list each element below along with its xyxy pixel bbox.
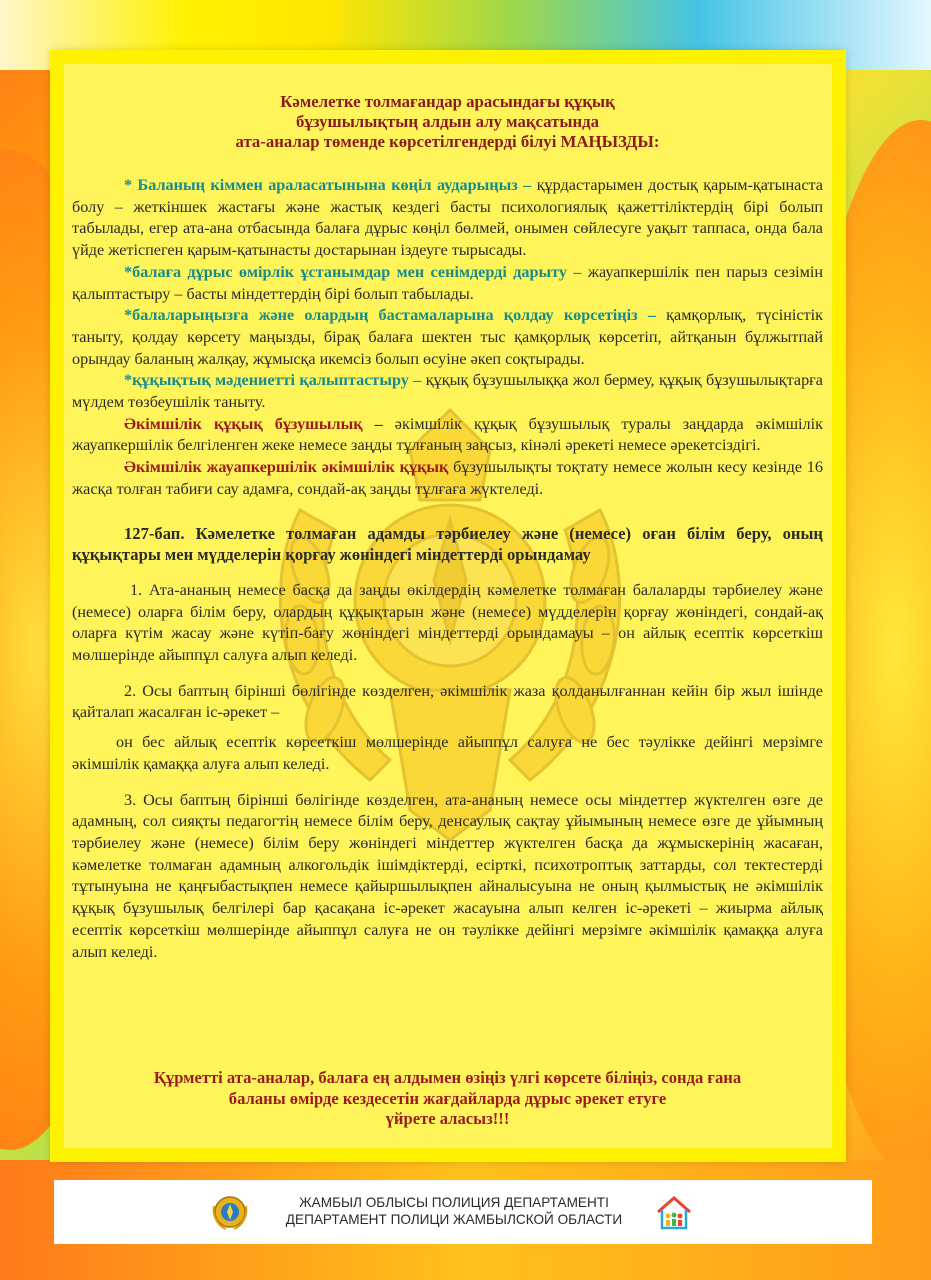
title-line-2: бұзушылықтың алдын алу мақсатында (295, 112, 600, 131)
definition-item (72, 457, 823, 500)
definition-keyword: Әкімшілік жауапкершілік әкімшілік құқық (124, 458, 449, 477)
closing-line-2: баланы өмірде кездесетін жағдайларда дұрыс әрекет етуге (228, 1088, 667, 1108)
article-paragraph-3: 3. Осы баптың бірінші бөлігінде көзделген, ата-ананың немесе осы міндеттер жүктелген өзге де адамның, сол сияқты педагогтің немесе білім беру, денсаулық сақтау ұйымының немесе өзге де ұйымның тәрбиелеу және (немесе) білім беру жөніндегі міндеттер жүктелген басқа да жұмыскерінің жасаған, кәмелетке толмаған адамның алкогольдік ішімдіктерді, есірткі, психотроптық заттарды, сол тектестерді тұтынуына не қаңғыбастықпен немесе қайыршылықпен айналысуына не оның қылмыстық не әкімшілік құқық бұзушылық белгілері бар қасақана іс-әрекет жасауына алып келген іс-әрекеті – жиырма айлық есептік көрсеткіш мөлшерінде айыппұл салуға не он тәулікке дейінгі мерзімге әкімшілік қамаққа алуға алып келеді. (72, 790, 823, 961)
title-line-3: ата-аналар төменде көрсетілгендерді білуі МАҢЫЗДЫ: (235, 132, 660, 151)
definition-text: бұзушылықты тоқтату немесе жолын кесу кезінде 16 жасқа толған табиғи сау адамға, сондай-ақ заңды тұлғаға жүктеледі. (72, 458, 823, 498)
article-heading: 127-бап. Кәмелетке толмаған адамды тәрбиелеу және (немесе) оған білім беру, оның құқықтары мен мүдделерін қорғау жөніндегі міндеттерді орындамау (72, 523, 823, 565)
advice-keyword: *балаға дұрыс өмірлік ұстанымдар мен сенімдерді дарыту – (124, 262, 582, 281)
poster-content (72, 92, 823, 963)
advice-text: құрдастарымен достық қарым-қатынаста болу – жеткіншек жастағы және жастық кездегі басты психологиялық қажеттіліктердің бірі болып табылады, егер ата-ана отбасында балаға дұрыс көңіл бөлмей, онымен сөйлесуге уақыт таппаса, онда бала үйде жетіспеген қарым-қатынасты достарынан іздеуге тырысады. (72, 176, 823, 260)
family-house-icon (654, 1192, 694, 1232)
definition-text: әкімшілік құқық бұзушылық туралы заңдарда әкімшілік жауапкершілік белгіленген жеке немесе заңды тұлғаның заңсыз, кінәлі әрекеті немесе әрекетсіздігі. (72, 414, 823, 455)
closing-message (72, 1068, 823, 1130)
advice-text: жауапкершілік пен парыз сезімін қалыптастыру – басты міндеттердің бірі болып табылады. (72, 262, 823, 303)
title-line-1: Кәмелетке толмағандар арасындағы құқық (280, 92, 615, 111)
advice-text: құқық бұзушылыққа жол бермеу, құқық бұзушылықтарға мүлдем төзбеушілік таныту. (72, 371, 823, 412)
advice-keyword: * Баланың кіммен араласатынына көңіл аударыңыз – (124, 176, 532, 194)
advice-item (72, 370, 823, 413)
advice-keyword: *балаларыңызға және олардың бастамаларына қолдау көрсетіңіз – (124, 306, 656, 325)
footer-bar (54, 1180, 872, 1244)
definition-keyword: Әкімшілік құқық бұзушылық – (124, 414, 383, 433)
closing-line-1: Құрметті ата-аналар, балаға ең алдымен өзіңіз үлгі көрсете біліңіз, сонда ғана (153, 1068, 742, 1087)
footer-department-name (264, 1194, 644, 1228)
footer-line-kz: ЖАМБЫЛ ОБЛЫСЫ ПОЛИЦИЯ ДЕПАРТАМЕНТІ (299, 1195, 609, 1210)
page-title (72, 92, 823, 152)
definition-item (72, 414, 823, 457)
advice-text: қамқорлық, түсіністік таныту, қолдау көрсету маңызды, бірақ балаға шектен тыс қамқорлық көрсетіп, айтқанын бұлжытпай орындау баланың жалқау, жұмысқа икемсіз болып өсуіне әкеп соқтырады. (72, 306, 823, 368)
police-emblem-icon (210, 1192, 250, 1232)
article-paragraph-2-penalty: он бес айлық есептік көрсеткіш мөлшерінде айыппұл салуға не бес тәулікке дейінгі мерзімге әкімшілік қамаққа алуға алып келеді. (72, 733, 823, 773)
advice-item (72, 305, 823, 370)
advice-item (72, 262, 823, 305)
advice-keyword: *құқықтық мәдениетті қалыптастыру – (124, 371, 422, 390)
article-paragraph-2: 2. Осы баптың бірінші бөлігінде көзделген, әкімшілік жаза қолданылғаннан кейін бір жыл ішінде қайталап жасалған іс-әрекет – (72, 681, 823, 722)
closing-line-3: үйрете аласыз!!! (385, 1109, 510, 1128)
advice-item (72, 175, 823, 262)
footer-line-ru: ДЕПАРТАМЕНТ ПОЛИЦИ ЖАМБЫЛСКОЙ ОБЛАСТИ (285, 1212, 623, 1227)
article-paragraph-1: 1. Ата-ананың немесе басқа да заңды өкілдердің кәмелетке толмаған балаларды тәрбиелеу және (немесе) оларға білім беру, олардың құқықтарын және (немесе) мүдделерін қорғау жөніндегі, сондай-ақ оларға күтім жасау және күтіп-бағу жөніндегі міндеттерді орындамауы – он айлық есептік көрсеткіш мөлшерінде айыппұл салуға алып келеді. (72, 580, 823, 665)
